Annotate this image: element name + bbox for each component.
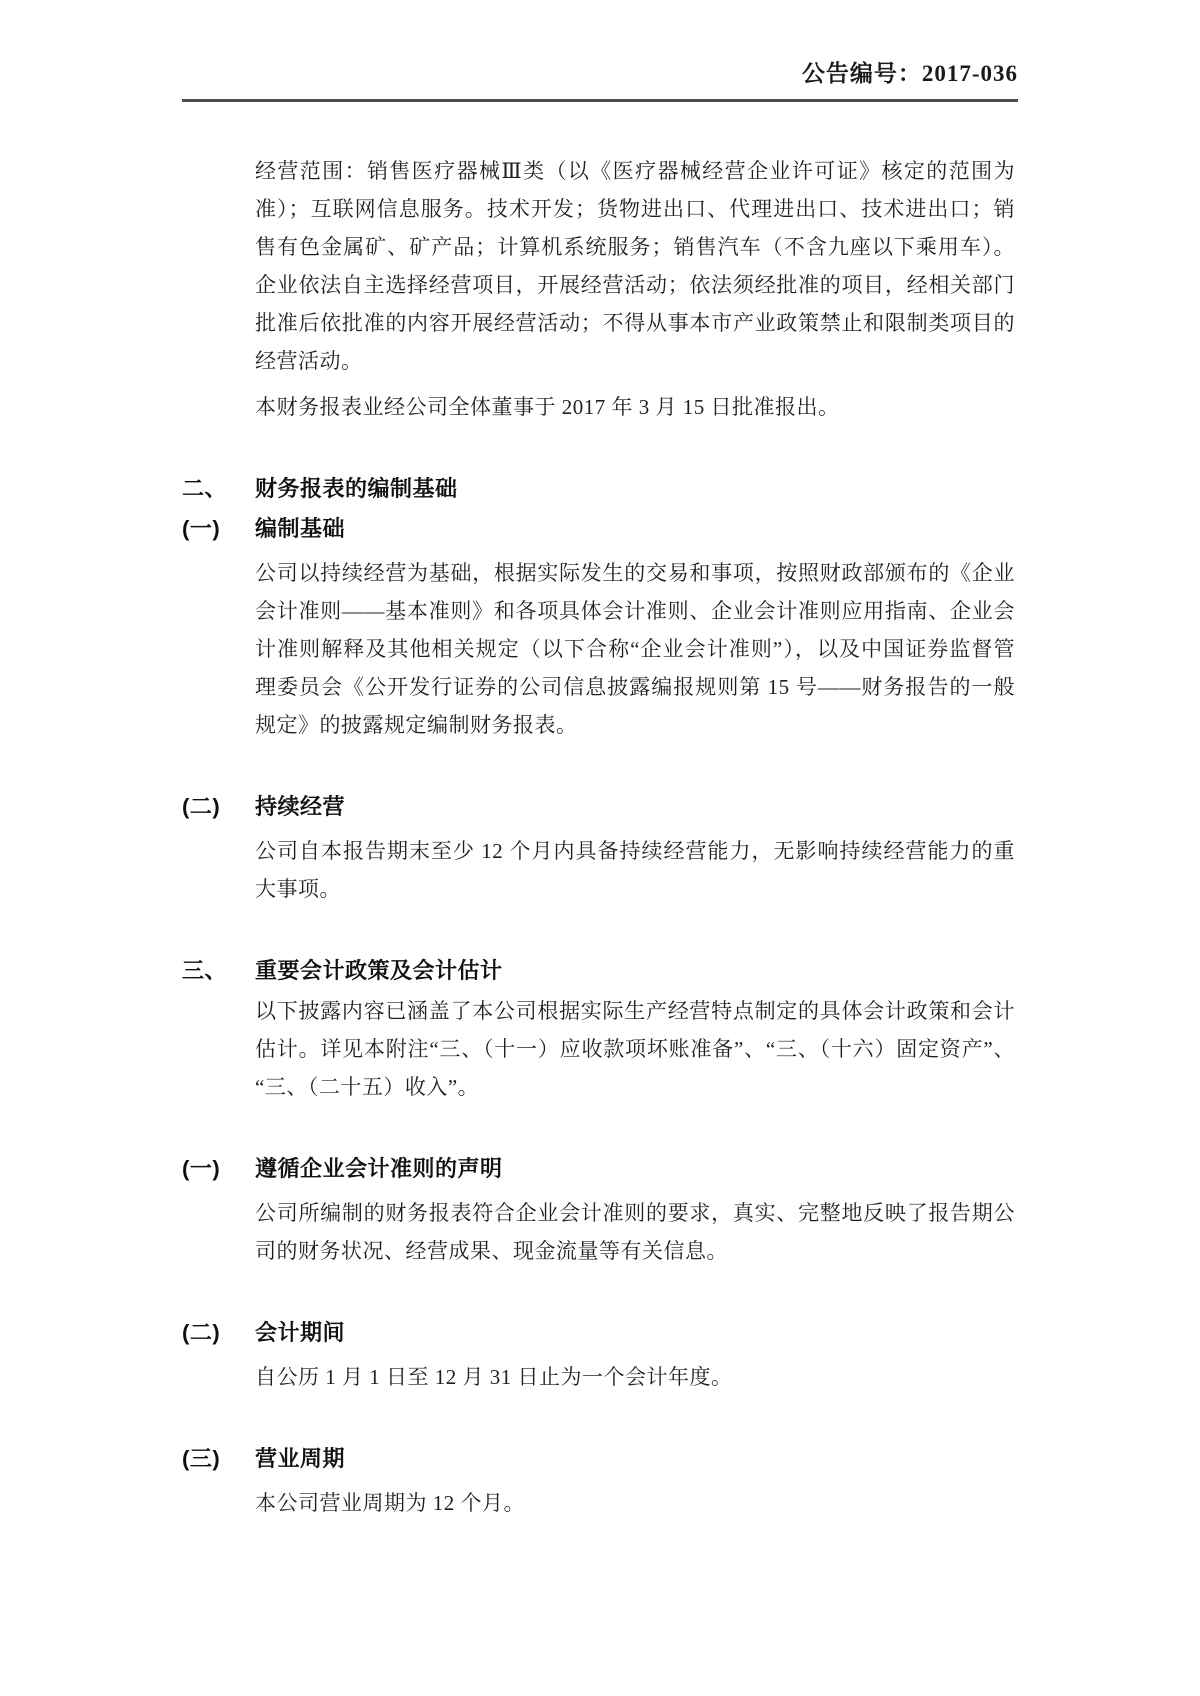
section-2-2-title: 持续经营 [255,794,346,819]
section-3-number: 三、 [182,958,228,983]
section-3-intro-paragraph: 以下披露内容已涵盖了本公司根据实际生产经营特点制定的具体会计政策和会计估计。详见本附注“三、（十一）应收款项坏账准备”、“三、（十六）固定资产”、“三、（二十五）收入”。 [255,999,1015,1099]
section-3-1-title: 遵循企业会计准则的声明 [255,1156,503,1181]
section-3-1-body: 公司所编制的财务报表符合企业会计准则的要求，真实、完整地反映了报告期公司的财务状况、经营成果、现金流量等有关信息。 [255,1201,1015,1263]
section-3-1-heading [182,1150,1018,1188]
section-2-number: 二、 [182,476,228,501]
section-3-heading [182,952,1018,990]
section-3-2-heading [182,1314,1018,1352]
section-2-2-number: (二) [182,794,221,819]
section-3-3-title: 营业周期 [255,1446,346,1471]
section-3-2-title: 会计期间 [255,1320,346,1345]
section-2-1-number: (一) [182,516,221,541]
section-2-heading [182,470,1018,508]
approval-statement-paragraph: 本财务报表业经公司全体董事于 2017 年 3 月 15 日批准报出。 [255,395,840,419]
section-3-3-number: (三) [182,1446,221,1471]
section-3-2-number: (二) [182,1320,221,1345]
section-2-1-body: 公司以持续经营为基础，根据实际发生的交易和事项，按照财政部颁布的《企业会计准则——基本准则》和各项具体会计准则、企业会计准则应用指南、企业会计准则解释及其他相关规定（以下合称“企业会计准则”），以及中国证券监督管理委员会《公开发行证券的公司信息披露编报规则第 15 号——财务报告的一般规定》的披露规定编制财务报表。 [255,561,1015,737]
section-3-3-body: 本公司营业周期为 12 个月。 [255,1491,525,1515]
header-divider [182,99,1018,102]
announcement-number: 公告编号：2017-036 [801,61,1018,86]
section-3-title: 重要会计政策及会计估计 [255,958,503,983]
section-2-title: 财务报表的编制基础 [255,476,458,501]
section-2-2-body: 公司自本报告期末至少 12 个月内具备持续经营能力，无影响持续经营能力的重大事项。 [255,839,1015,901]
business-scope-paragraph: 经营范围：销售医疗器械Ⅲ类（以《医疗器械经营企业许可证》核定的范围为准）；互联网信息服务。技术开发；货物进出口、代理进出口、技术进出口；销售有色金属矿、矿产品；计算机系统服务；销售汽车（不含九座以下乘用车）。企业依法自主选择经营项目，开展经营活动；依法须经批准的项目，经相关部门批准后依批准的内容开展经营活动；不得从事本市产业政策禁止和限制类项目的经营活动。 [255,159,1015,373]
section-2-1-title: 编制基础 [255,516,346,541]
section-2-2-heading [182,788,1018,826]
section-3-3-heading [182,1440,1018,1478]
document-body [182,152,1018,1522]
section-3-2-body: 自公历 1 月 1 日至 12 月 31 日止为一个会计年度。 [255,1365,733,1389]
page-header [0,0,1200,90]
section-2-1-heading [182,510,1018,548]
section-3-1-number: (一) [182,1156,221,1181]
